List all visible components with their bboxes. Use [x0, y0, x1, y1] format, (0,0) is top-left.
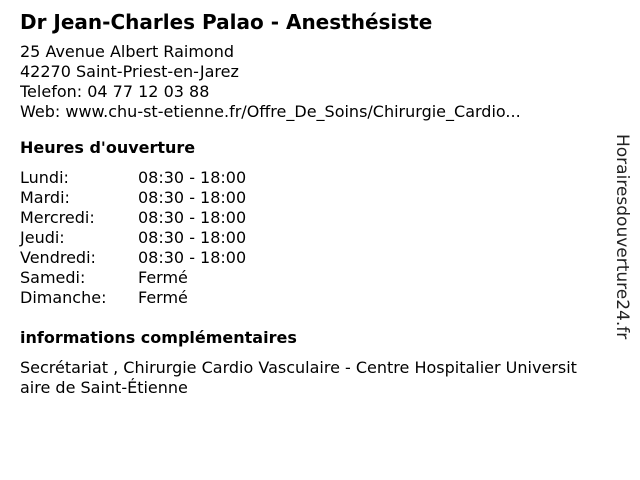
hours-day: Samedi: — [20, 268, 86, 287]
hours-day: Lundi: — [20, 168, 69, 187]
hours-time: Fermé — [138, 288, 188, 307]
hours-time: 08:30 - 18:00 — [138, 248, 247, 267]
hours-time: 08:30 - 18:00 — [138, 208, 247, 227]
hours-row-thursday — [20, 228, 600, 248]
hours-day: Jeudi: — [20, 228, 65, 247]
hours-day: Dimanche: — [20, 288, 107, 307]
additional-info-text: Secrétariat , Chirurgie Cardio Vasculaire - Centre Hospitalier Universitaire de Saint-Étienne — [20, 358, 577, 397]
opening-hours-heading: Heures d'ouverture — [20, 138, 196, 157]
website-link[interactable]: Web: www.chu-st-etienne.fr/Offre_De_Soins/Chirurgie_Cardio... — [20, 102, 521, 121]
hours-row-saturday — [20, 268, 600, 288]
hours-day: Mardi: — [20, 188, 70, 207]
additional-info-heading: informations complémentaires — [20, 328, 297, 347]
hours-row-monday — [20, 168, 600, 188]
city-address: 42270 Saint-Priest-en-Jarez — [20, 62, 239, 81]
hours-time: 08:30 - 18:00 — [138, 228, 247, 247]
hours-day: Mercredi: — [20, 208, 95, 227]
site-watermark: Horairesdouverture24.fr — [612, 134, 632, 340]
opening-hours-table — [20, 168, 600, 308]
hours-row-friday — [20, 248, 600, 268]
business-card — [20, 8, 600, 398]
hours-row-sunday — [20, 288, 600, 308]
street-address: 25 Avenue Albert Raimond — [20, 42, 234, 61]
phone-number[interactable]: Telefon: 04 77 12 03 88 — [20, 82, 210, 101]
hours-time: 08:30 - 18:00 — [138, 168, 247, 187]
hours-day: Vendredi: — [20, 248, 96, 267]
address-block — [20, 42, 600, 122]
page-title: Dr Jean-Charles Palao - Anesthésiste — [20, 10, 433, 34]
hours-time: 08:30 - 18:00 — [138, 188, 247, 207]
hours-row-wednesday — [20, 208, 600, 228]
hours-time: Fermé — [138, 268, 188, 287]
hours-row-tuesday — [20, 188, 600, 208]
